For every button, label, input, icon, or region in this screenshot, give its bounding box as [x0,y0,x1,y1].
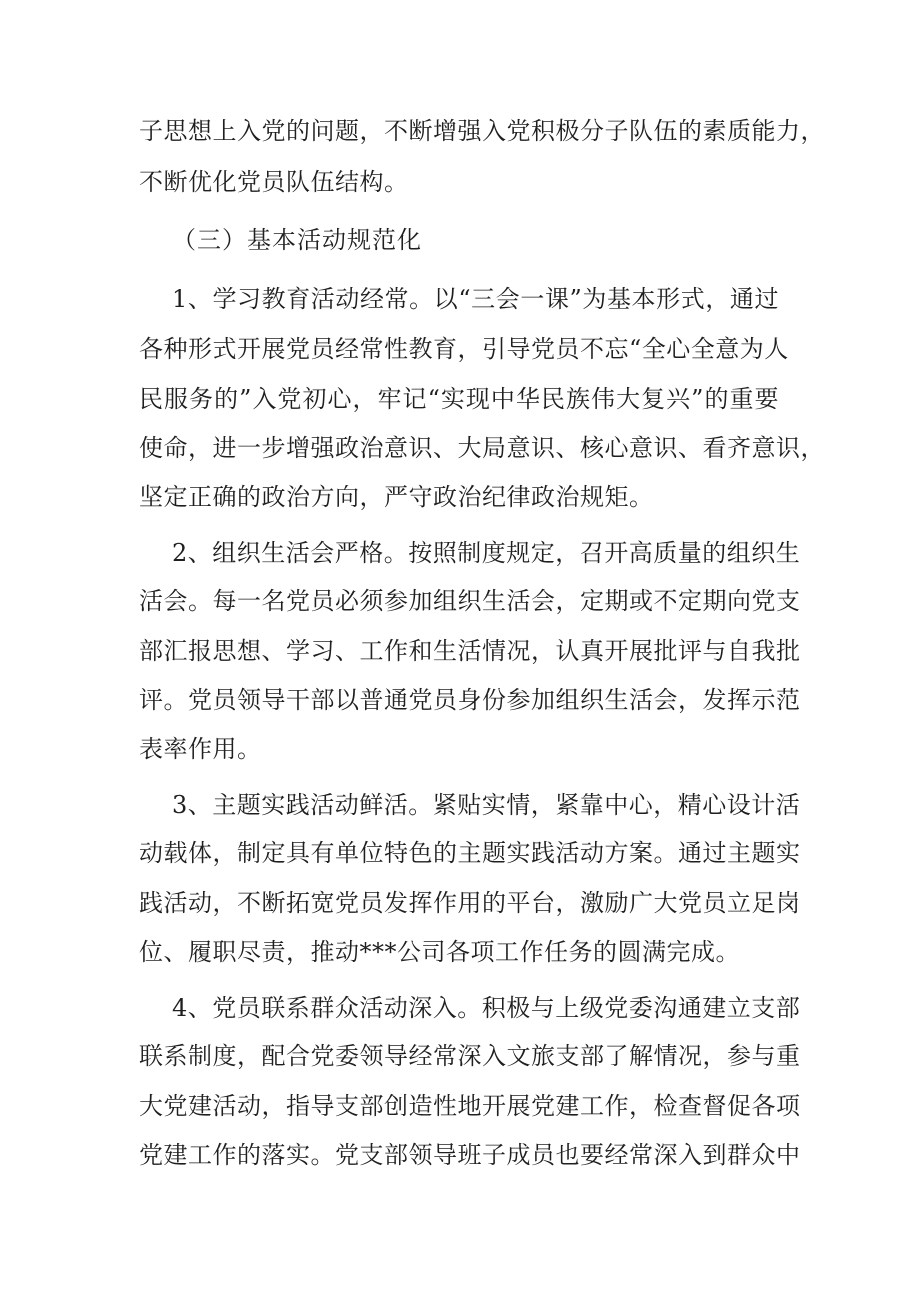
paragraph-2-line: 2、组织生活会严格。按照制度规定，召开高质量的组织生 [172,539,801,567]
paragraph-4-line: 联系制度，配合党委领导经常深入文旅支部了解情况，参与重 [139,1042,801,1070]
paragraph-3-line: 践活动，不断拓宽党员发挥作用的平台，激励广大党员立足岗 [139,889,801,917]
paragraph-2-line: 活会。每一名党员必须参加组织生活会，定期或不定期向党支 [139,587,801,615]
paragraph-2-line: 部汇报思想、学习、工作和生活情况，认真开展批评与自我批 [139,637,801,665]
paragraph-1-line: 民服务的”入党初心，牢记“实现中华民族伟大复兴”的重要 [139,385,779,413]
paragraph-2-line: 表率作用。 [139,735,262,763]
section-heading: （三）基本活动规范化 [172,226,422,254]
paragraph-3-line: 3、主题实践活动鲜活。紧贴实情，紧靠中心，精心设计活 [172,791,801,819]
paragraph-3-line: 动载体，制定具有单位特色的主题实践活动方案。通过主题实 [139,839,801,867]
paragraph-4-line: 4、党员联系群众活动深入。积极与上级党委沟通建立支部 [172,994,801,1022]
paragraph-4-line: 大党建活动，指导支部创造性地开展党建工作，检查督促各项 [139,1092,801,1120]
paragraph-1-line: 1、学习教育活动经常。以“三会一课”为基本形式，通过 [172,285,779,313]
paragraph-3-line: 位、履职尽责，推动***公司各项工作任务的圆满完成。 [139,938,740,966]
intro-line: 子思想上入党的问题，不断增强入党积极分子队伍的素质能力， [139,117,825,145]
paragraph-1-line: 各种形式开展党员经常性教育，引导党员不忘“全心全意为人 [139,335,789,363]
paragraph-4-line: 党建工作的落实。党支部领导班子成员也要经常深入到群众中 [139,1141,801,1169]
paragraph-2-line: 评。党员领导干部以普通党员身份参加组织生活会，发挥示范 [139,686,801,714]
paragraph-1-line: 使命，进一步增强政治意识、大局意识、核心意识、看齐意识， [139,434,825,462]
intro-line: 不断优化党员队伍结构。 [139,168,409,196]
paragraph-1-line: 坚定正确的政治方向，严守政治纪律政治规矩。 [139,483,654,511]
